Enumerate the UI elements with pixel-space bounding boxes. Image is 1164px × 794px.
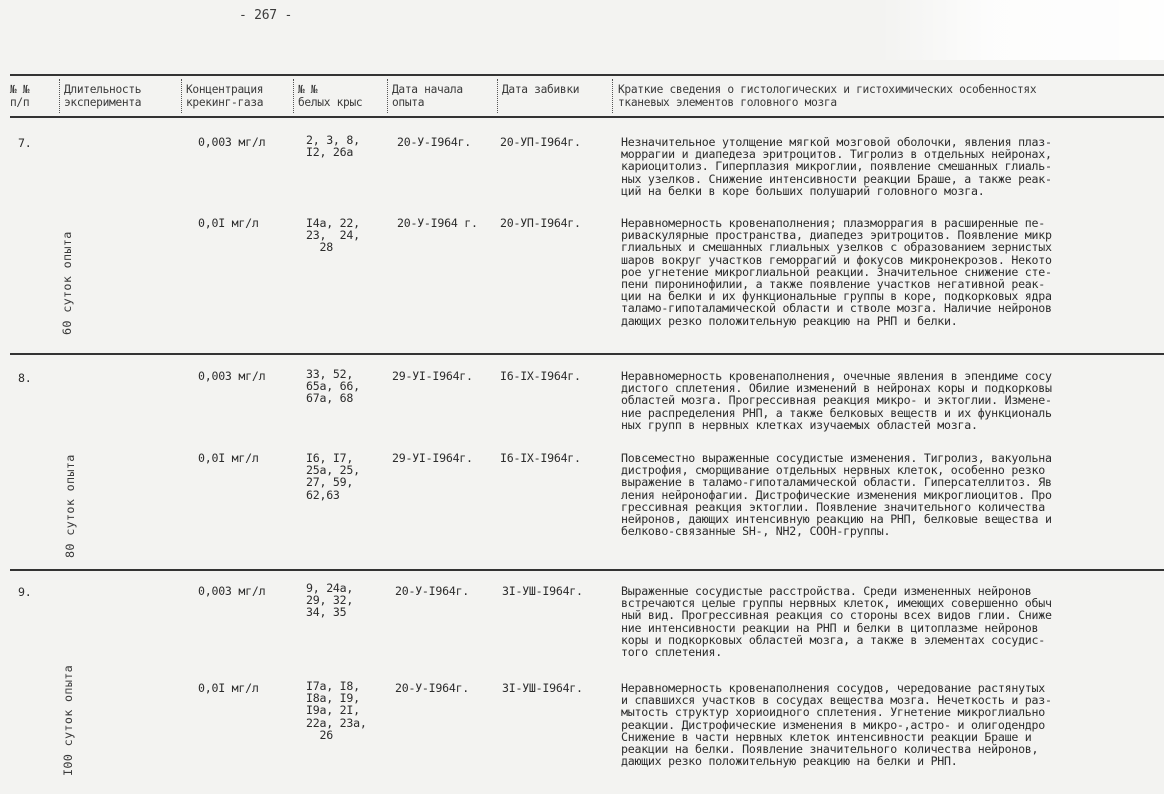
header-col-duration: Длительность эксперимента [64, 83, 142, 109]
row-end-date: I6-IX-I964г. [500, 451, 581, 465]
row-description: Неравномерность кровенаполнения; плазморрагия в расширенные пе- риваскулярные пространства, диапедез эритроцитов. Появление микр глиальных и смешанных глиальных узелков с образованием зернистых шаров вокруг участков геморрагий и фокусов микронекрозов. Некото рое угнетение микроглиальной реакции. Значительное снижение сте- пени пиронинофилии, а также появление участков негативной реак- ции на белки и их функциональные группы в коре, подкорковых ядра таламо-гипоталамической области и стволе мозга. Наличие нейронов дающих резко положительную реакцию на РНП и белки. [621, 216, 1052, 328]
header-bottom-rule [10, 116, 1164, 118]
group-number: 9. [18, 585, 32, 599]
row-description: Незначительное утолщение мягкой мозговой оболочки, явления плаз- моррагии и диапедеза эритроцитов. Тигролиз в отдельных нейронах, кариоцитолиз. Гиперплазия микроглии, появление смешанных глиаль- ных узелков. Снижение интенсивности реакции Браше, а также реак- ций на белки в коре больших полушарий головного мозга. [621, 135, 1052, 198]
row-end-date: 20-УП-I964г. [500, 135, 581, 149]
header-separator [612, 79, 613, 113]
row-rats: I6, I7, 25а, 25, 27, 59, 62,63 [306, 451, 360, 502]
row-description: Выраженные сосудистые расстройства. Среди измененных нейронов встречаются целые группы нервных клеток, имеющих совершенно обыч ный вид. Прогрессивная реакция со стороны всех видов глии. Сниже ние интенсивности реакции на РНП и белки в цитоплазме нейронов коры и подкорковых областей мозга, а также в элементах сосудис- того сплетения. [621, 584, 1052, 660]
header-separator [181, 79, 182, 113]
row-start-date: 20-У-I964г. [397, 135, 472, 149]
group-duration: 80 суток опыта [63, 454, 77, 558]
row-end-date: 3I-УШ-I964г. [502, 584, 583, 598]
row-rats: 9, 24а, 29, 32, 34, 35 [306, 581, 354, 620]
row-start-date: 20-У-I964 г. [397, 216, 478, 230]
row-end-date: 3I-УШ-I964г. [502, 681, 583, 695]
header-separator [387, 79, 388, 113]
scan-smudge [880, 0, 1164, 60]
row-concentration: 0,003 мг/л [198, 135, 266, 149]
row-concentration: 0,0I мг/л [198, 216, 259, 230]
row-description: Неравномерность кровенаполнения, очечные явления в эпендиме сосу дистого сплетения. Обилие изменений в нейронах коры и подкорковы областей мозга. Прогрессивная реакция микро- и эктоглии. Измене- ние распределения РНП, а также белковых веществ и их функциональ ных групп в нервных клетках изучаемых областей мозга. [621, 369, 1052, 432]
group-number: 8. [18, 371, 32, 385]
row-start-date: 29-УI-I964г. [392, 369, 473, 383]
row-rats: I7а, I8, I8а, I9, I9а, 2I, 22а, 23а, 26 [306, 679, 367, 742]
row-concentration: 0,0I мг/л [198, 451, 259, 465]
page-number: - 267 - [239, 8, 293, 23]
group-duration: 60 суток опыта [60, 231, 74, 335]
row-end-date: 20-УП-I964г. [500, 216, 581, 230]
row-rats: I4а, 22, 23, 24, 28 [306, 216, 360, 255]
group-separator-rule [10, 353, 1164, 355]
row-end-date: I6-IX-I964г. [500, 369, 581, 383]
header-col-end-date: Дата забивки [502, 83, 580, 96]
header-col-concentration: Концентрация крекинг-газа [186, 83, 264, 109]
row-start-date: 20-У-I964г. [395, 584, 470, 598]
group-duration: I00 суток опыта [61, 664, 75, 776]
header-col-start-date: Дата начала опыта [392, 83, 463, 109]
row-start-date: 20-У-I964г. [395, 681, 470, 695]
header-top-rule [10, 74, 1164, 76]
row-rats: 2, 3, 8, I2, 26а [306, 133, 360, 160]
header-col-description: Краткие сведения о гистологических и гистохимических особенностях тканевых элементов головного мозга [618, 83, 1037, 109]
row-description: Неравномерность кровенаполнения сосудов, чередование растянутых и спавшихся участков в сосудах вещества мозга. Нечеткость и раз- мытость структур хориоидного сплетения. Угнетение микроглиально реакции. Дистрофические изменения в микро-,астро- и олигодендро Снижение в части нервных клеток интенсивности реакции Браше и реакции на белки. Появление значительного количества нейронов, дающих резко положительную реакцию на белки и РНП. [621, 681, 1052, 769]
row-concentration: 0,0I мг/л [198, 681, 259, 695]
row-start-date: 29-УI-I964г. [392, 451, 473, 465]
group-separator-rule [10, 569, 1164, 571]
row-concentration: 0,003 мг/л [198, 584, 266, 598]
row-rats: 33, 52, 65а, 66, 67а, 68 [306, 367, 360, 406]
header-separator [59, 79, 60, 113]
header-separator [497, 79, 498, 113]
header-col-rats: № № белых крыс [298, 83, 363, 109]
row-description: Повсеместно выраженные сосудистые изменения. Тигролиз, вакуольна дистрофия, сморщивание отдельных нервных клеток, особенно резко выражение в таламо-гипоталамической области. Гиперсателлитоз. Яв ления нейронофагии. Дистрофические изменения микроглиоцитов. Про грессивная реакция эктоглии. Появление значительного количества нейронов, дающих интенсивную реакцию на РНП, белковые вещества и белково-связанные SH-, NH2, СООН-группы. [621, 451, 1052, 539]
group-number: 7. [18, 136, 32, 150]
header-col-number: № № п/п [10, 83, 30, 109]
row-concentration: 0,003 мг/л [198, 369, 266, 383]
header-separator [293, 79, 294, 113]
